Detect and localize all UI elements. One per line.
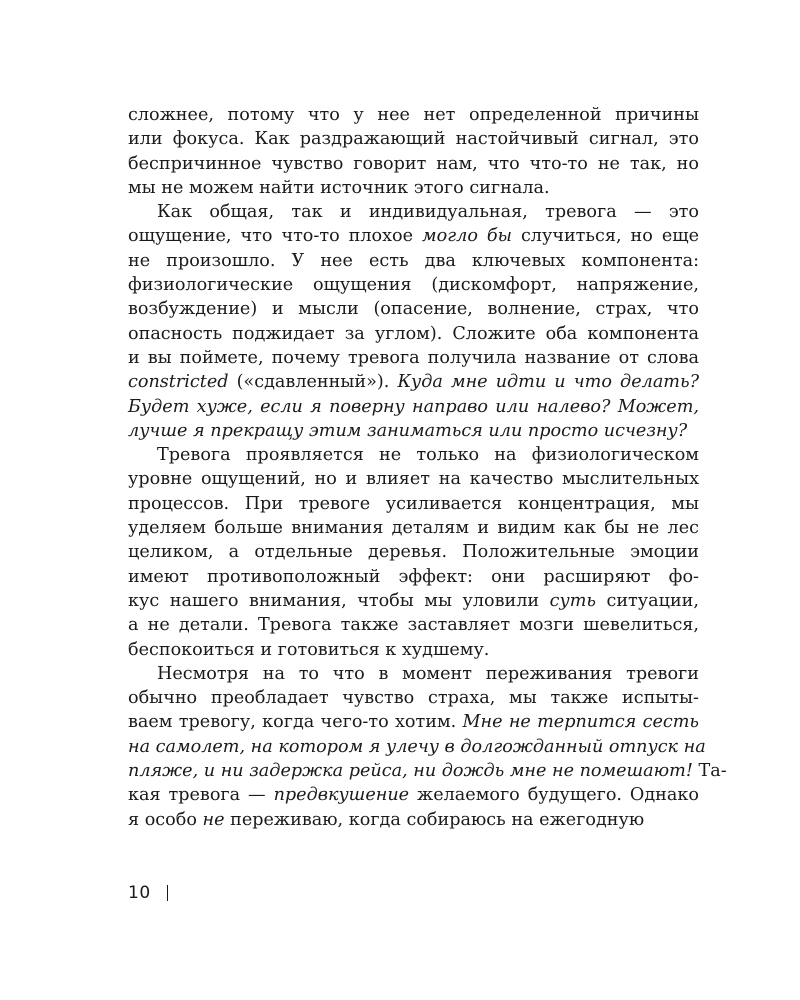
text-line: [128, 127, 699, 151]
text-line: [128, 224, 699, 248]
text-line: [128, 759, 727, 783]
text-line: [128, 686, 699, 710]
text-run: случиться, но еще: [511, 226, 699, 247]
italic-text: могло бы: [422, 226, 512, 247]
text-line: [128, 370, 699, 394]
italic-text: лучше я прекращу этим заниматься или просто исчезну?: [128, 420, 688, 441]
page-body-text: [128, 103, 727, 832]
italic-text: Мне не терпится сесть: [462, 712, 699, 733]
text-line: [128, 273, 699, 297]
text-line: [128, 808, 699, 832]
paragraph: [128, 200, 699, 443]
italic-text: constricted: [128, 372, 229, 393]
text-run: ситуации,: [595, 590, 699, 611]
text-run: уровне ощущений, но и влияет на качество мыслительных: [128, 469, 699, 490]
text-line: [128, 735, 706, 759]
text-line: [128, 565, 699, 589]
text-line: [128, 710, 699, 734]
text-run: кая тревога —: [128, 785, 274, 806]
text-line: [128, 297, 699, 321]
text-run: имеют противоположный эффект: они расширяют фо-: [128, 566, 699, 587]
italic-text: пляже, и ни задержка рейса, ни дождь мне не помешают!: [128, 761, 693, 782]
text-line: [128, 395, 699, 419]
text-line: [128, 103, 699, 127]
italic-text: не: [202, 809, 225, 830]
text-run: желаемого будущего. Однако: [409, 785, 699, 806]
text-run: процессов. При тревоге усиливается концентрация, мы: [128, 493, 699, 514]
text-run: ваем тревогу, когда чего-то хотим.: [128, 712, 463, 733]
text-run: или фокуса. Как раздражающий настойчивый сигнал, это: [128, 129, 699, 150]
text-run: я особо: [128, 809, 203, 830]
italic-text: предвкушение: [273, 785, 410, 806]
text-run: ощущение, что что-то плохое: [128, 226, 423, 247]
text-run: сложнее, потому что у нее нет определенной причины: [128, 105, 699, 125]
text-line: [128, 783, 699, 807]
text-run: беспричинное чувство говорит нам, что что-то не так, но: [128, 153, 699, 174]
paragraph: [128, 103, 699, 200]
text-run: не произошло. У нее есть два ключевых компонента:: [128, 250, 699, 271]
text-line: [128, 638, 699, 662]
page-number: 10: [128, 883, 151, 903]
text-line: [128, 249, 699, 273]
text-run: целиком, а отдельные деревья. Положительные эмоции: [128, 542, 699, 563]
text-line: [128, 346, 699, 370]
text-run: физиологические ощущения (дискомфорт, напряжение,: [128, 275, 699, 296]
text-line: [128, 176, 699, 200]
text-line: [128, 443, 699, 467]
text-line: [128, 662, 699, 686]
paragraph: [128, 662, 727, 832]
italic-text: Будет хуже, если я поверну направо или налево? Может,: [128, 396, 699, 417]
paragraph: [128, 443, 699, 662]
italic-text: на самолет, на котором я улечу в долгожданный отпуск на: [128, 736, 706, 757]
folio-divider: [167, 885, 169, 901]
text-run: переживаю, когда собираюсь на ежегодную: [224, 809, 645, 830]
text-run: Тревога проявляется не только на физиологическом: [157, 445, 699, 466]
text-run: а не детали. Тревога также заставляет мозги шевелиться,: [128, 615, 699, 636]
text-run: кус нашего внимания, чтобы мы уловили: [128, 590, 550, 611]
text-run: Та-: [692, 761, 727, 782]
italic-text: суть: [549, 590, 596, 611]
text-line: [128, 419, 699, 443]
page-footer: [128, 883, 168, 903]
text-run: мы не можем найти источник этого сигнала.: [128, 177, 550, 198]
text-line: [128, 540, 699, 564]
text-line: [128, 152, 699, 176]
text-line: [128, 613, 699, 637]
text-line: [128, 322, 699, 346]
text-run: Как общая, так и индивидуальная, тревога — это: [157, 202, 699, 223]
text-line: [128, 467, 699, 491]
text-run: и вы поймете, почему тревога получила название от слова: [128, 347, 699, 368]
text-run: обычно преобладает чувство страха, мы также испыты-: [128, 688, 699, 709]
text-run: Несмотря на то что в момент переживания тревоги: [157, 663, 699, 684]
italic-text: Куда мне идти и что делать?: [397, 372, 700, 393]
text-line: [128, 516, 699, 540]
text-line: [128, 200, 699, 224]
text-run: беспокоиться и готовиться к худшему.: [128, 639, 490, 660]
text-run: («сдавленный»).: [228, 372, 398, 393]
text-line: [128, 589, 699, 613]
text-run: уделяем больше внимания деталям и видим как бы не лес: [128, 518, 699, 539]
text-line: [128, 492, 699, 516]
text-run: возбуждение) и мысли (опасение, волнение, страх, что: [128, 299, 699, 320]
text-run: опасность поджидает за углом). Сложите оба компонента: [128, 323, 699, 344]
